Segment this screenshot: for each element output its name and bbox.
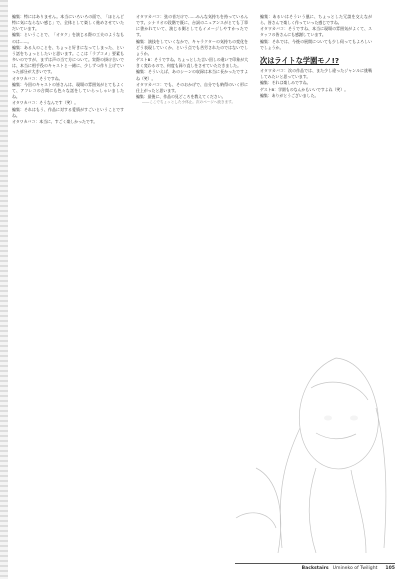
page-number: 105 xyxy=(385,566,395,571)
footer-section-label: Backstairs xyxy=(301,566,329,571)
paragraph: 編集：あるいはそういう風に、ちょっとした冗談を交えながら、皆さんで楽しく作っていった感じですね。 xyxy=(260,14,372,26)
background-character-illustration xyxy=(216,348,392,553)
paragraph: オタワカバコ：そうですね、本当に現場の雰囲気がよくて、スタッフの皆さんにも感謝しています。 xyxy=(260,26,372,38)
page-edge-stripe xyxy=(0,0,8,579)
paragraph: 編集：それはもう、作品に対する愛情がすごいということですね。 xyxy=(12,106,124,118)
paragraph: 編集：それは楽しみですね。 xyxy=(260,80,311,86)
paragraph: 編集：それでは、今後の展開についても少し伺ってもよろしいでしょうか。 xyxy=(260,38,372,50)
aside-note: ――ここでちょっとした小休止。次のページへ続きます。 xyxy=(142,100,236,105)
paragraph: 編集：今回のキャストの皆さんは、現場の雰囲気がとてもよくて、アフレコの合間にも色々な話をしていらっしゃいましたね。 xyxy=(12,81,124,99)
paragraph: 編集：ということで、「オタク」を演じる際の工夫のようなものは……。 xyxy=(12,32,124,44)
footer-title: Umineko of Twilight xyxy=(332,566,378,571)
paragraph: ゲストB：学園ものなんかもいいですよね（笑）。 xyxy=(260,86,349,92)
text-column-1 xyxy=(12,14,124,562)
paragraph: ゲストB：そうですね。ちょっとした言い回しの違いで印象が大きく変わるので、何度も録り直しをさせていただきました。 xyxy=(136,57,248,69)
section-heading: 次はライトな学園モノ!? xyxy=(260,55,340,65)
page-footer xyxy=(235,563,395,574)
paragraph: オタワカバコ：でも、そのおかげで、自分でも納得のいく形に仕上がったと思います。 xyxy=(136,81,248,93)
paragraph: オタワカバコ：本当に、すごく楽しかったです。 xyxy=(12,118,98,124)
paragraph: 編集：ある人のことを、ちょっと好きになってしまった、という話をちょっとしたいと思います。ここは「ラブコメ」要素も多いのですが、まずは声の当て方について。実際の掛け合いでは、本当に相手役のキャストと一緒に、少しずつ作り上げていった部分が大きいです。 xyxy=(12,44,124,75)
paragraph: オタワカバコ：次の作品では、また少し違ったジャンルに挑戦してみたいと思っています。 xyxy=(260,67,372,80)
paragraph: 編集：特にはありません。本当にいろいろの面で、「ほとんど特に気にならない感じ」で、全体として楽しく進めさせていただいています。 xyxy=(12,14,124,32)
paragraph: 編集：そういえば、あのシーンの収録は本当に長かったですよね（笑）。 xyxy=(136,69,248,81)
paragraph: オタワカバコ：そうですね。 xyxy=(12,75,63,81)
paragraph: 編集：ありがとうございました。 xyxy=(260,92,319,98)
paragraph: オタワカバコ：そうなんです（笑）。 xyxy=(12,100,79,106)
paragraph: 編集：演技をしていくなかで、キャラクターの気持ちの変化をどう表現していくか、という点でも苦労されたのではないでしょうか。 xyxy=(136,38,248,56)
paragraph: 編集：最後に、作品の見どころを教えてください。 xyxy=(136,94,226,100)
paragraph: オタワカバコ：弦の音だけで……みんな気持ちを持っているんです。シナリオの段階で既に、台詞のニュアンスがとても丁寧に書かれていて、演じる側としてもイメージしやすかったです。 xyxy=(136,14,248,38)
